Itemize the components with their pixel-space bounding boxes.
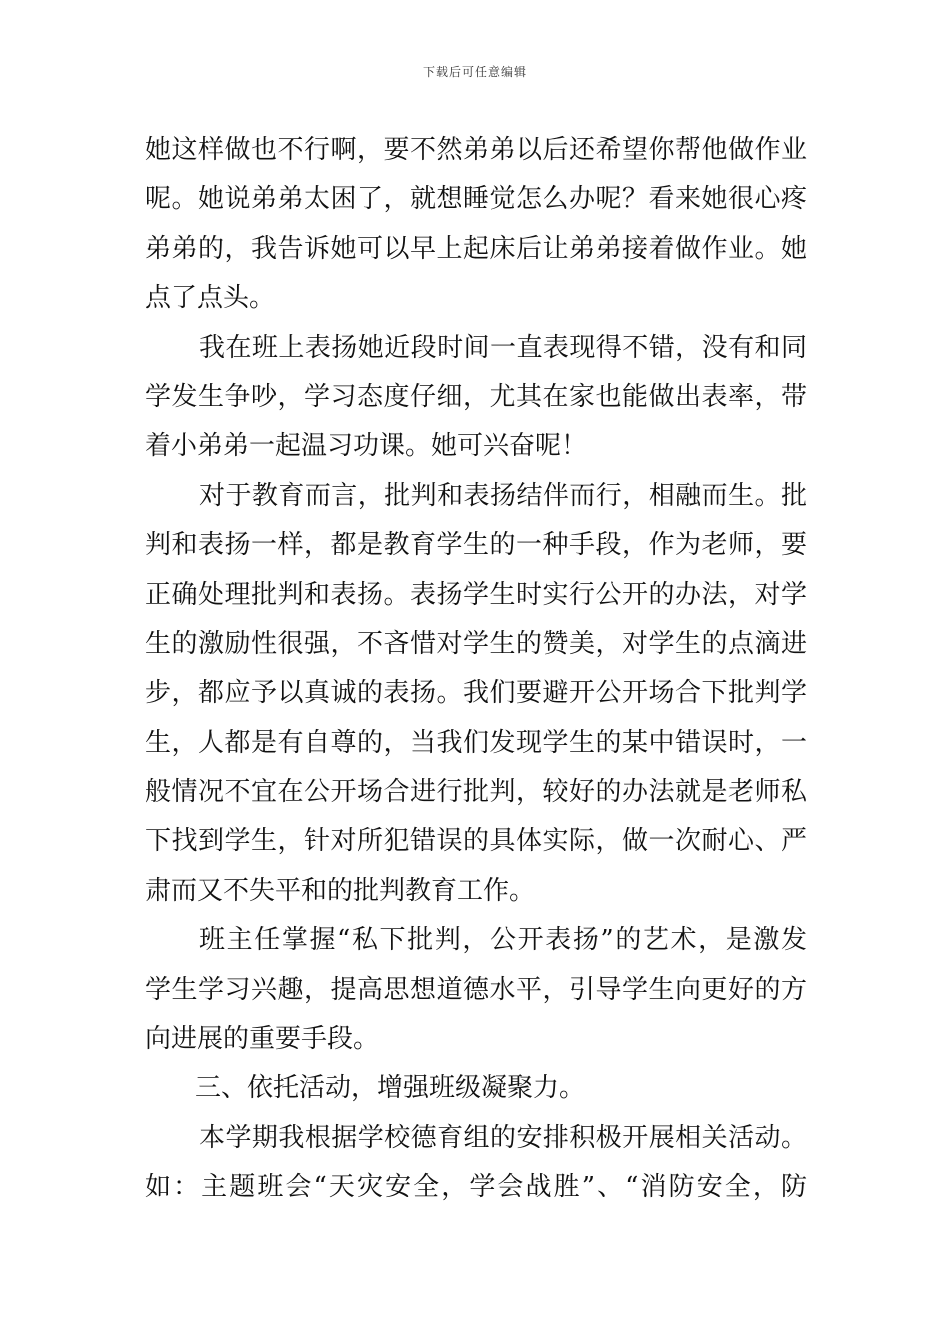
text-line: 生，人都是有自尊的，当我们发现学生的某中错误时，一 [145, 727, 807, 758]
text-line: 呢。她说弟弟太困了，就想睡觉怎么办呢？看来她很心疼 [145, 184, 807, 215]
text-line: 判和表扬一样，都是教育学生的一种手段，作为老师，要 [145, 530, 807, 561]
text-line: 学生学习兴趣，提高思想道德水平，引导学生向更好的方 [145, 974, 807, 1005]
text-line: 对于教育而言，批判和表扬结伴而行，相融而生。批 [199, 480, 807, 511]
text-line: 正确处理批判和表扬。表扬学生时实行公开的办法，对学 [145, 579, 807, 610]
text-line: 本学期我根据学校德育组的安排积极开展相关活动。 [199, 1122, 807, 1153]
text-line: 学发生争吵，学习态度仔细，尤其在家也能做出表率，带 [145, 381, 807, 412]
text-line: 下找到学生，针对所犯错误的具体实际，做一次耐心、严 [145, 826, 807, 857]
text-line: 步，都应予以真诚的表扬。我们要避开公开场合下批判学 [145, 678, 807, 709]
text-line: 生的激励性很强，不吝惜对学生的赞美，对学生的点滴进 [145, 628, 807, 659]
document-body [145, 126, 807, 1213]
text-line: 班主任掌握“私下批判，公开表扬”的艺术，是激发 [199, 925, 807, 956]
page-header: 下载后可任意编辑 [422, 65, 527, 79]
text-line: 点了点头。 [145, 283, 276, 314]
section-heading: 三、依托活动，增强班级凝聚力。 [195, 1073, 586, 1104]
text-line: 弟弟的，我告诉她可以早上起床后让弟弟接着做作业。她 [145, 233, 807, 264]
text-line: 如：主题班会“天灾安全，学会战胜”、“消防安全，防 [145, 1172, 807, 1203]
text-line: 般情况不宜在公开场合进行批判，较好的办法就是老师私 [145, 777, 807, 808]
text-line: 向进展的重要手段。 [145, 1024, 380, 1055]
text-line: 她这样做也不行啊，要不然弟弟以后还希望你帮他做作业 [145, 135, 807, 165]
text-line: 肃而又不失平和的批判教育工作。 [145, 875, 536, 906]
text-line: 我在班上表扬她近段时间一直表现得不错，没有和同 [199, 332, 807, 363]
text-line: 着小弟弟一起温习功课。她可兴奋呢！ [145, 431, 588, 462]
